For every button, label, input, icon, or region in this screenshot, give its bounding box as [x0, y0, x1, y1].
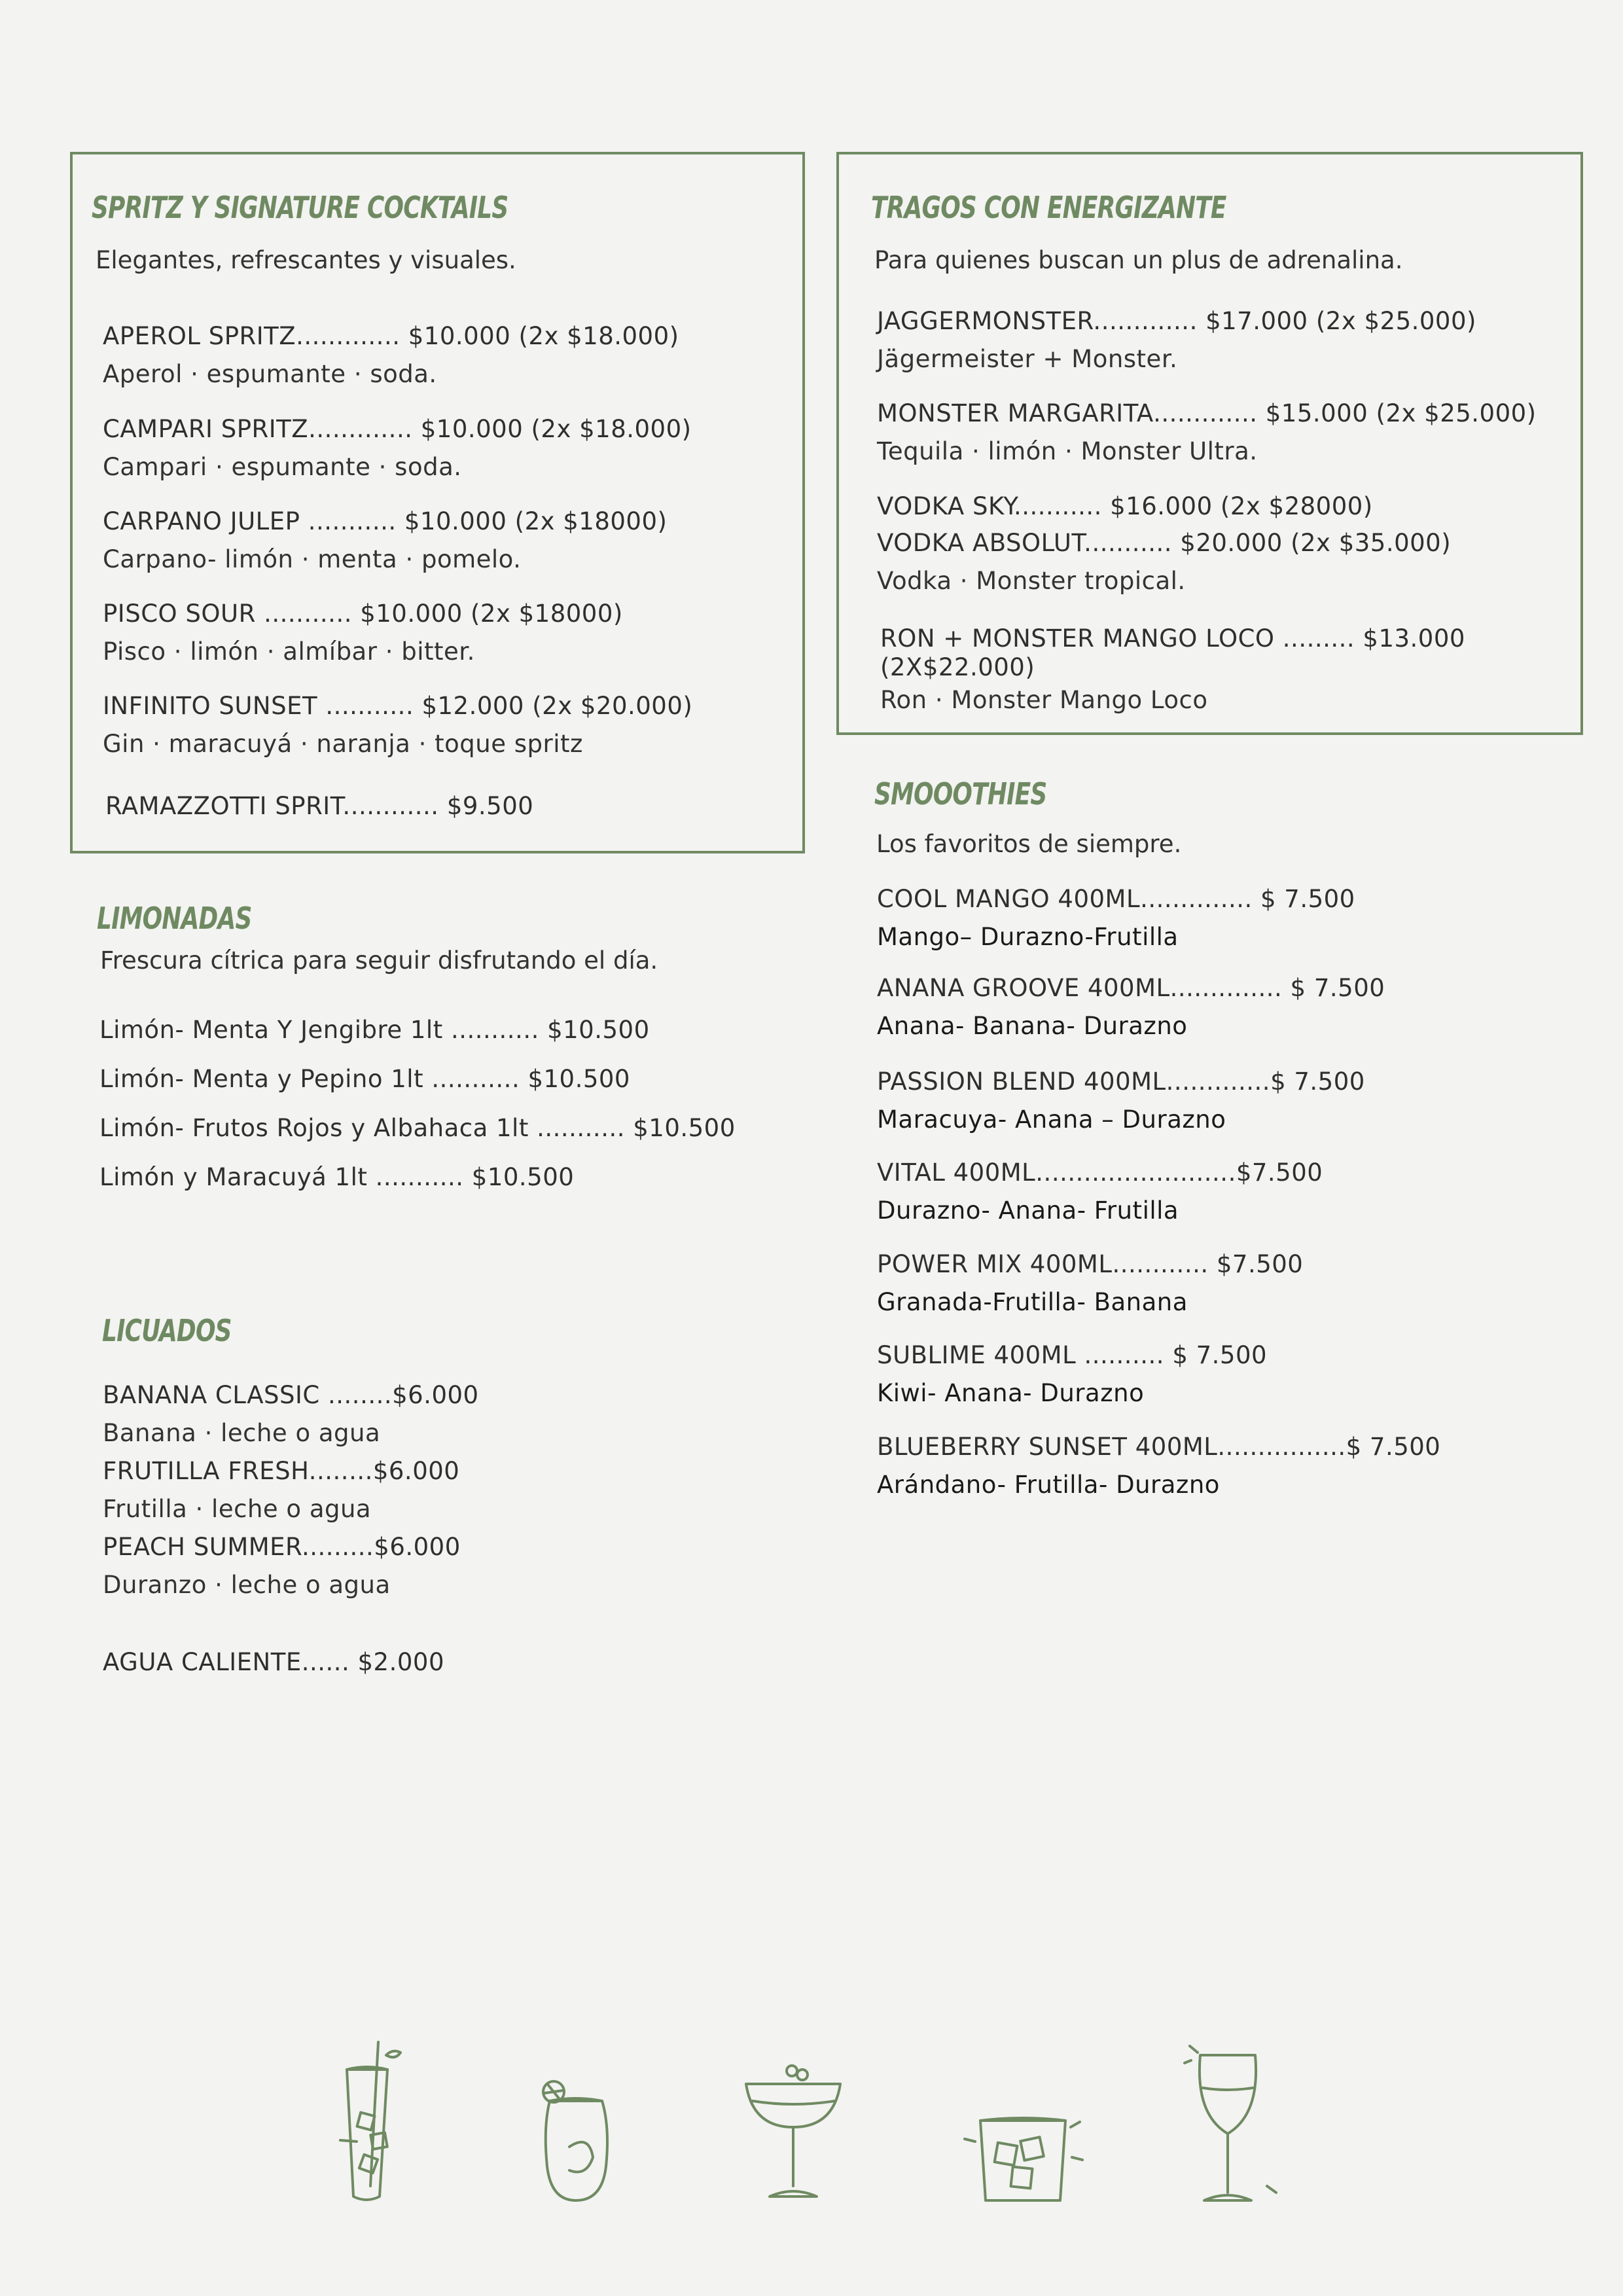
menu-item-description: Campari · espumante · soda. — [103, 453, 462, 481]
spritz-section-title: SPRITZ Y SIGNATURE COCKTAILS — [92, 190, 508, 225]
energizante-section-title: TRAGOS CON ENERGIZANTE — [871, 190, 1226, 225]
menu-item-name: MONSTER MARGARITA............. $15.000 (2x $25.000) — [877, 399, 1537, 427]
menu-item-description: Anana- Banana- Durazno — [877, 1012, 1188, 1040]
menu-item-name: PISCO SOUR ........... $10.000 (2x $18000) — [103, 600, 623, 628]
limonadas-section-title: LIMONADAS — [97, 901, 252, 936]
limonadas-section-subtitle: Frescura cítrica para seguir disfrutando el día. — [100, 946, 658, 975]
limonada-item: Limón y Maracuyá 1lt ........... $10.500 — [99, 1163, 575, 1191]
menu-item-name: PEACH SUMMER.........$6.000 — [103, 1533, 461, 1561]
menu-item-name: PASSION BLEND 400ML.............$ 7.500 — [877, 1067, 1365, 1096]
menu-item-name: JAGGERMONSTER............. $17.000 (2x $25.000) — [877, 307, 1476, 335]
spritz-section-subtitle: Elegantes, refrescantes y visuales. — [96, 246, 516, 274]
wine-glass-icon — [1185, 2046, 1276, 2200]
menu-item-description: Jägermeister + Monster. — [877, 345, 1178, 373]
coupe-cocktail-icon — [746, 2066, 840, 2197]
menu-item-name: VODKA ABSOLUT........... $20.000 (2x $35.000) — [877, 529, 1452, 557]
menu-item-name: POWER MIX 400ML............ $7.500 — [877, 1250, 1304, 1278]
energizante-section-subtitle: Para quienes buscan un plus de adrenalina. — [874, 246, 1403, 274]
menu-item-name: APEROL SPRITZ............. $10.000 (2x $18.000) — [103, 322, 679, 350]
menu-item-name: BANANA CLASSIC ........$6.000 — [103, 1381, 479, 1409]
menu-item-description: Carpano- limón · menta · pomelo. — [103, 545, 522, 573]
limonada-item: Limón- Frutos Rojos y Albahaca 1lt ........... $10.500 — [99, 1114, 736, 1142]
smoothies-section-subtitle: Los favoritos de siempre. — [876, 830, 1182, 858]
menu-item-description: Banana · leche o agua — [103, 1419, 381, 1447]
menu-item-name: ANANA GROOVE 400ML.............. $ 7.500 — [877, 974, 1385, 1002]
menu-item-name: SUBLIME 400ML .......... $ 7.500 — [877, 1341, 1268, 1369]
limonada-item: Limón- Menta y Pepino 1lt ........... $10.500 — [99, 1065, 630, 1093]
menu-item-description: Granada-Frutilla- Banana — [877, 1288, 1188, 1316]
menu-item-description: Maracuya- Anana – Durazno — [877, 1105, 1226, 1134]
menu-item-name-continued: (2X$22.000) — [880, 653, 1035, 681]
menu-item-name: CAMPARI SPRITZ............. $10.000 (2x $18.000) — [103, 415, 692, 443]
menu-item-description: Arándano- Frutilla- Durazno — [877, 1471, 1220, 1499]
highball-cocktail-icon — [340, 2042, 401, 2200]
menu-item-name: COOL MANGO 400ML.............. $ 7.500 — [877, 885, 1355, 913]
menu-item-name: FRUTILLA FRESH........$6.000 — [103, 1457, 460, 1485]
menu-item-name: AGUA CALIENTE...... $2.000 — [103, 1648, 444, 1676]
menu-item-description: Aperol · espumante · soda. — [103, 360, 437, 388]
menu-item-name: BLUEBERRY SUNSET 400ML................$ 7.500 — [877, 1433, 1441, 1461]
smoothies-section-title: SMOOOTHIES — [874, 776, 1047, 812]
rocks-glass-icon — [965, 2118, 1082, 2200]
menu-item-name: RAMAZZOTTI SPRIT............ $9.500 — [105, 792, 534, 820]
menu-item-name: INFINITO SUNSET ........... $12.000 (2x $20.000) — [103, 692, 693, 720]
menu-item-description: Tequila · limón · Monster Ultra. — [877, 437, 1258, 465]
menu-item-description: Kiwi- Anana- Durazno — [877, 1379, 1145, 1407]
citrus-tumbler-icon — [543, 2081, 607, 2200]
menu-item-name: CARPANO JULEP ........... $10.000 (2x $18000) — [103, 507, 668, 535]
menu-item-name: VODKA SKY........... $16.000 (2x $28000) — [877, 492, 1373, 520]
menu-item-description: Durazno- Anana- Frutilla — [877, 1196, 1179, 1225]
menu-item-name: VITAL 400ML.........................$7.500 — [877, 1158, 1323, 1187]
menu-item-description: Duranzo · leche o agua — [103, 1571, 391, 1599]
menu-item-description: Vodka · Monster tropical. — [877, 567, 1186, 595]
drink-illustrations — [0, 2029, 1623, 2225]
menu-item-description: Mango– Durazno-Frutilla — [877, 923, 1179, 951]
menu-item-description: Frutilla · leche o agua — [103, 1495, 372, 1523]
limonada-item: Limón- Menta Y Jengibre 1lt ........... $10.500 — [99, 1016, 650, 1044]
menu-item-description: Pisco · limón · almíbar · bitter. — [103, 637, 475, 666]
licuados-section-title: LICUADOS — [102, 1313, 232, 1348]
menu-item-description: Gin · maracuyá · naranja · toque spritz — [103, 730, 583, 758]
menu-item-name: RON + MONSTER MANGO LOCO ......... $13.000 — [880, 624, 1465, 653]
menu-item-description: Ron · Monster Mango Loco — [880, 686, 1208, 714]
